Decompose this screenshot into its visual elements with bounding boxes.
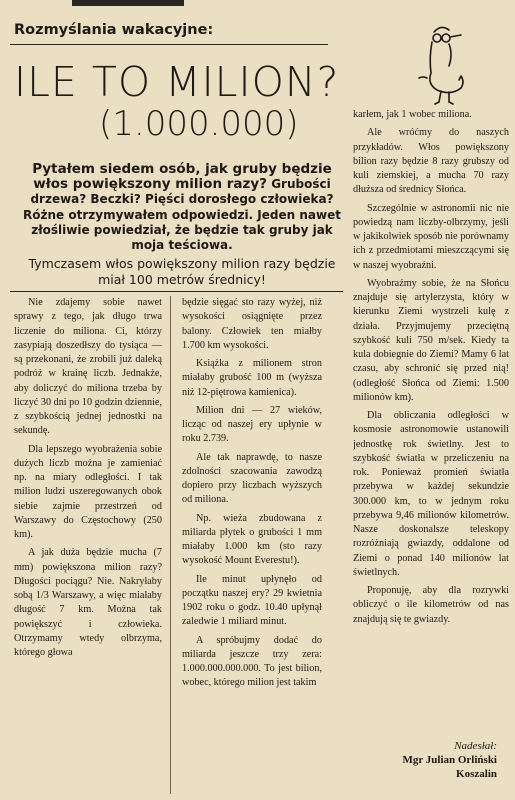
paragraph: Książka z milionem stron miałaby grubość 100 m (wyższa niż 12-piętrowa kamienica). [182,358,322,398]
lead-paragraph [22,162,342,253]
lead-question: Pytałem siedem osób, jak gruby będzie włos powiększony milion razy? [32,161,332,193]
paragraph: Nie zdajemy sobie nawet sprawy z tego, jak długo trwa liczenie do miliona. Ci, którzy zasypiają doszedłszy do tysiąca — są przekonani, że zrobili już daleką podróż w krainę liczb. Jednakże, aby doliczyć do miliona trzeba by liczyć 30 dni po 10 godzin dziennie, z szybkością jednej jednostki na sekundę. [14,297,162,437]
text-column-1 [14,296,162,792]
paragraph: Ale tak naprawdę, to nasze zdolności szacowania zawodzą dopiero przy liczbach wyższych od miliona. [182,451,322,506]
lead-divider [10,291,343,292]
kicker-divider [10,44,328,45]
side-column [345,0,515,800]
bird-illustration-icon [379,18,479,108]
article-subtitle: (1.000.000) [99,104,299,144]
paragraph: będzie sięgać sto razy wyżej, niż wysokości osiągnięte przez balony. Człowiek ten miałby 1.700 km wysokości. [182,297,322,351]
paragraph: Dla lepszego wyobrażenia sobie dużych liczb można je zamieniać np. na miary odległości. I tak milion ludzi uszeregowanych obok siebie zajmie przestrzeń od Warszawy do Częstochowy (250 km). [14,443,162,540]
lead-answer: Tymczasem włos powiększony milion razy będzie miał 100 metrów średnicy! [28,256,336,287]
paragraph: Wyobraźmy sobie, że na Słońcu znajduje się artylerzysta, który w kierunku Ziemi wystrzeli kulę z działa. Przyjmujemy przeciętną szybkość kuli 750 m/sek. Kiedy ta kula dobiegnie do Ziemi? Mamy 6 lat czasu, aby schronić się przed nią! (odległość Słońca od Ziemi: 1.500 milionów km). [353,277,509,403]
author-name: Mgr Julian Orliński [402,754,497,766]
text-column-2 [182,296,322,796]
paragraph: A jak duża będzie mucha (7 mm) powiększona milion razy? Długości pociągu? Nie. Nakryłaby sobą 1/3 Warszawy, a więc miałaby długość 7 km. Można tak powiększyć i człowieka. Otrzymamy wtedy olbrzyma, którego głowa [14,547,162,658]
column-divider [170,296,171,794]
paragraph: Ile minut upłynęło od początku naszej ery? 29 kwietnia 1902 roku o godz. 10.40 upłynął zaledwie 1 miliard minut. [182,573,322,628]
paragraph: Dla obliczania odległości w kosmosie astronomowie ustanowili jednostkę rok świetlny. Jest to szybkość światła w przeliczeniu na rok. Ponieważ promień światła przebywa w każdej sekundzie 300.000 km, to w jednym roku przebywa 9,46 milionów kilometrów. Nasze doskonalsze teleskopy rozróżniają gwiazdy, oddalone od Ziemi o ponad 140 milionów lat świetlnych. [353,410,509,578]
paragraph: Ale wróćmy do naszych przykładów. Włos powiększony bilion razy będzie 8 razy grubszy od kuli ziemskiej, a mucha 70 razy dłuższa od średnicy Słońca. [353,127,509,196]
signature-label: Nadesłał: [454,740,497,752]
paragraph: Szczególnie w astronomii nic nie powiedzą nam liczby-olbrzymy, jeśli w jakikolwiek sposób nie porównamy ich z przedmiotami mieszczącymi się w naszej wyobraźni. [353,202,509,271]
section-kicker: Rozmyślania wakacyjne: [14,22,214,38]
article-title: ILE TO MILION? [14,58,340,106]
lead-answers: Grubości drzewa? Beczki? Pięści dorosłego człowieka? Różne otrzymywałem odpowiedzi. Jeden nawet złośliwie powiedział, że będzie tak gruby jak moja teściowa. [23,177,341,253]
paragraph: Np. wieża zbudowana z miliarda płytek o grubości 1 mm miałaby 1.000 km (sto razy wysokość Mount Everestu!). [182,512,322,567]
text-column-3 [353,108,509,728]
paragraph: Proponuję, aby dla rozrywki obliczyć o ile kilometrów od nas znajdują się te gwiazdy. [353,585,509,625]
paragraph: A spróbujmy dodać do miliarda jeszcze trzy zera: 1.000.000.000.000. To jest bilion, wobec, którego milion jest takim [182,634,322,689]
paragraph: Milion dni — 27 wieków, licząc od naszej ery upłynie w roku 2.739. [182,404,322,445]
author-city: Koszalin [456,768,497,780]
paragraph: karłem, jak 1 wobec miliona. [353,109,472,120]
